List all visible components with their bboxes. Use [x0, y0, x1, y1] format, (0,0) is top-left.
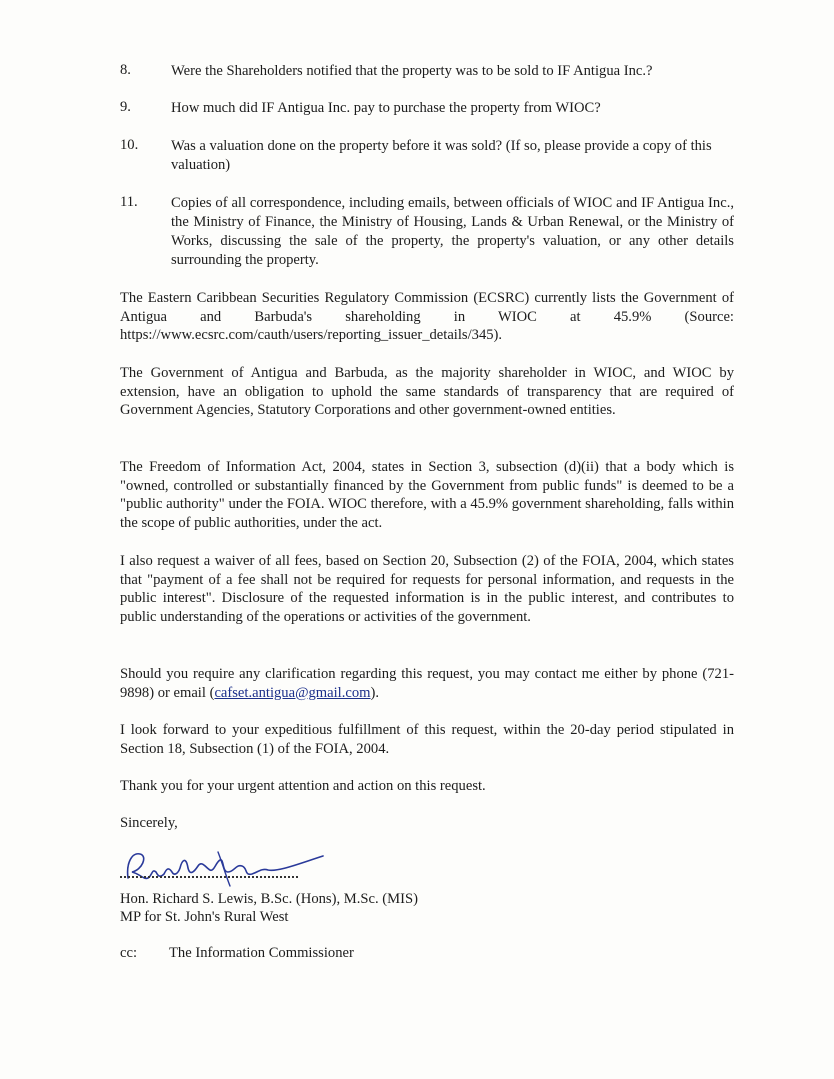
cc-recipient: The Information Commissioner: [169, 945, 354, 961]
question-text: Copies of all correspondence, including emails, between officials of WIOC and IF Antigua Inc., the Ministry of Finance, the Ministry of Housing, Lands & Urban Renewal, or the Ministry of Works, discussing the sale of the property, the property's valuation, or any other details surrounding the property.: [171, 195, 734, 268]
question-text: Were the Shareholders notified that the property was to be sold to IF Antigua Inc.?: [171, 63, 653, 79]
signature-line: [120, 876, 298, 878]
signature-image: [118, 838, 338, 898]
deadline-paragraph: I look forward to your expeditious fulfillment of this request, within the 20-day period stipulated in Section 18, Subsection (1) of the FOIA, 2004.: [120, 722, 734, 757]
question-number: 9.: [120, 99, 131, 115]
question-number: 11.: [120, 194, 138, 210]
government-paragraph: The Government of Antigua and Barbuda, as the majority shareholder in WIOC, and WIOC by extension, have an obligation to uphold the same standards of transparency that are required of Government Agencies, Statutory Corporations and other government-owned entities.: [120, 365, 734, 418]
fee-waiver-paragraph: I also request a waiver of all fees, based on Section 20, Subsection (2) of the FOIA, 2004, which states that "payment of a fee shall not be required for requests for personal information, and requests in the public interest". Disclosure of the requested information is in the public interest, and contributes to public understanding of the operations or activities of the government.: [120, 553, 734, 625]
contact-text: Should you require any clarification regarding this request, you may contact me either by phone (721-9898) or email (: [120, 666, 734, 701]
signatory-name: Hon. Richard S. Lewis, B.Sc. (Hons), M.Sc. (MIS): [120, 891, 418, 907]
signatory-title: MP for St. John's Rural West: [120, 909, 289, 925]
email-link[interactable]: cafset.antigua@gmail.com: [214, 684, 371, 701]
question-text: How much did IF Antigua Inc. pay to purchase the property from WIOC?: [171, 100, 601, 116]
cc-label: cc:: [120, 945, 138, 961]
question-number: 10.: [120, 137, 139, 153]
ecsrc-paragraph: The Eastern Caribbean Securities Regulatory Commission (ECSRC) currently lists the Government of Antigua and Barbuda's shareholding in WIOC at 45.9% (Source: https://www.ecsrc.com/cauth/users/reporting_issuer_details/345).: [120, 290, 734, 343]
question-number: 8.: [120, 62, 131, 78]
foia-paragraph: The Freedom of Information Act, 2004, states in Section 3, subsection (d)(ii) that a body which is "owned, controlled or substantially financed by the Government from public funds" is deemed to be a "public authority" under the FOIA. WIOC therefore, with a 45.9% government shareholding, falls within the scope of public authorities, under the act.: [120, 459, 734, 531]
contact-paragraph: [120, 665, 734, 702]
question-text: Was a valuation done on the property before it was sold? (If so, please provide a copy of this valuation): [171, 138, 712, 173]
contact-text-end: ).: [370, 684, 380, 701]
closing: Sincerely,: [120, 815, 178, 831]
thanks-paragraph: Thank you for your urgent attention and action on this request.: [120, 778, 486, 794]
